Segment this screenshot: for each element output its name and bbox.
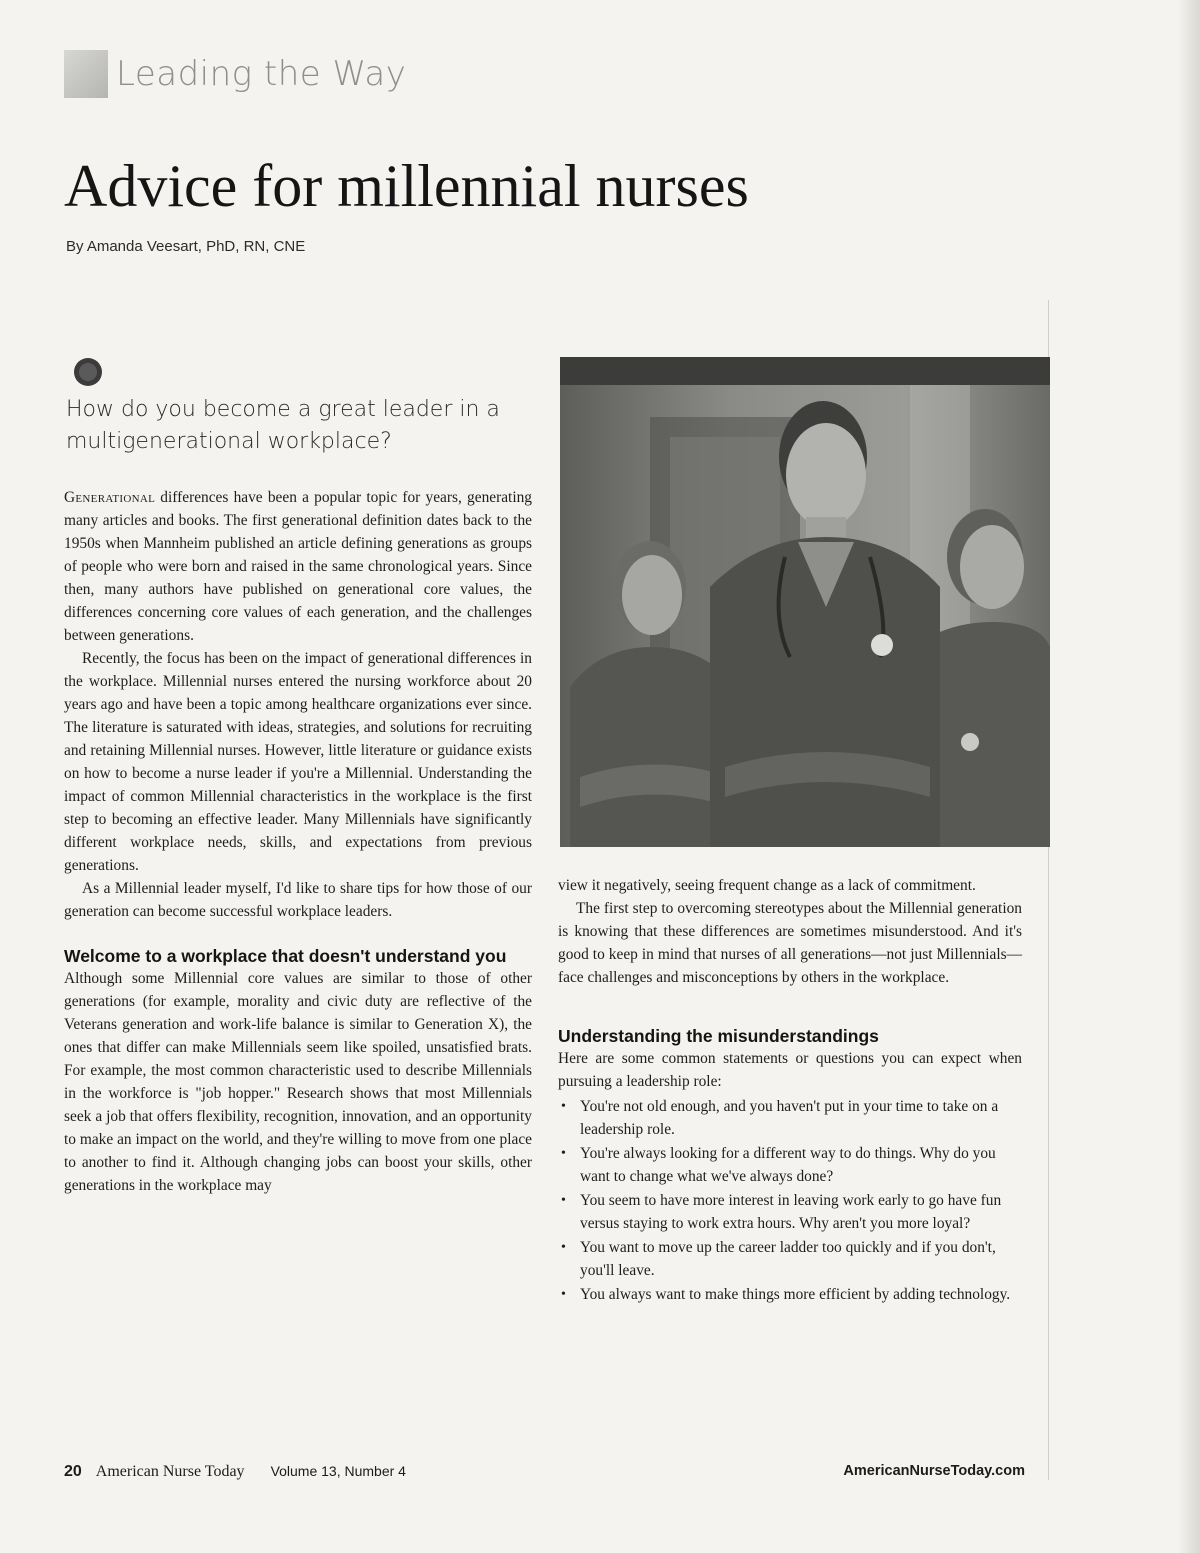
page-number: 20: [64, 1463, 82, 1480]
bullet-icon: •: [561, 1146, 566, 1161]
nurses-photo: [560, 357, 1050, 847]
right-column: [558, 874, 1022, 1307]
footer-website: AmericanNurseToday.com: [843, 1463, 1025, 1479]
bullet-icon: •: [561, 1287, 566, 1302]
nurses-photo-illustration: [560, 357, 1050, 847]
paragraph-3: As a Millennial leader myself, I'd like to share tips for how those of our generation can become successful workplace leaders.: [64, 880, 532, 920]
list-item: • You're not old enough, and you haven't put in your time to take on a leadership role.: [558, 1095, 1022, 1141]
list-item: • You always want to make things more efficient by adding technology.: [558, 1283, 1022, 1306]
subheading-misunderstandings: Understanding the misunderstandings: [558, 1026, 879, 1046]
bullet-icon: •: [561, 1193, 566, 1208]
page-edge-shadow: [1178, 0, 1200, 1553]
left-column: [64, 486, 532, 1197]
section-label: [64, 44, 406, 104]
paragraph-4: Although some Millennial core values are similar to those of other generations (for example, morality and civic duty are reflective of the Veterans generation and work-life balance is similar to Generation X), the ones that differ can make Millennials seem like spoiled, unsatisfied brats. For example, the most common characteristic used to describe Millennials in the workforce is "job hopper." Research shows that most Millennials seek a job that offers flexibility, recognition, innovation, and an opportunity to make an impact on the world, and they're willing to move from one place to another to find it. Although changing jobs can boost your skills, other generations in the workplace may: [64, 970, 532, 1194]
section-marker-icon: [64, 50, 108, 98]
paragraph-1-text: differences have been a popular topic for years, generating many articles and books. The first generational definition dates back to the 1950s when Mannheim published an article defining generations as groups of people who were born and raised in the same chronological years. Since then, many authors have published on generational core values, the differences concerning core values of each generation, and the challenges between generations.: [64, 489, 532, 644]
bullet-icon: •: [561, 1099, 566, 1114]
list-item: • You seem to have more interest in leaving work early to go have fun versus staying to work extra hours. Why aren't you more loyal?: [558, 1189, 1022, 1235]
bullet-icon: •: [561, 1240, 566, 1255]
deck-bullet-icon: [74, 358, 102, 386]
statements-list: [558, 1095, 1022, 1306]
list-item: • You're always looking for a different way to do things. Why do you want to change what we've always done?: [558, 1142, 1022, 1188]
list-item: • You want to move up the career ladder too quickly and if you don't, you'll leave.: [558, 1236, 1022, 1282]
paragraph-5: view it negatively, seeing frequent change as a lack of commitment.: [558, 877, 976, 894]
byline: By Amanda Veesart, PhD, RN, CNE: [66, 238, 306, 255]
paragraph-7: Here are some common statements or questions you can expect when pursuing a leadership role:: [558, 1050, 1022, 1090]
section-label-text: Leading the Way: [116, 54, 407, 94]
publication-name: American Nurse Today: [95, 1463, 245, 1480]
paragraph-2: Recently, the focus has been on the impact of generational differences in the workplace. Millennial nurses entered the nursing workforce about 20 years ago and have been a topic among healthcare organizations ever since. The literature is saturated with ideas, strategies, and solutions for recruiting and retaining Millennial nurses. However, little literature or guidance exists on how to become a nurse leader if you're a Millennial. Understanding the impact of common Millennial characteristics in the workplace is the first step to becoming an effective leader. Many Millennials have significantly different workplace needs, skills, and expectations from previous generations.: [64, 650, 532, 874]
subheading-welcome: Welcome to a workplace that doesn't understand you: [64, 946, 507, 966]
footer-publication-info: [64, 1463, 406, 1481]
lead-in: Generational: [64, 489, 156, 506]
paragraph-6: The first step to overcoming stereotypes about the Millennial generation is knowing that these differences are sometimes misunderstood. And it's good to keep in mind that nurses of all generations—not just Millennials—face challenges and misconceptions by others in the workplace.: [558, 900, 1022, 986]
article-title: Advice for millennial nurses: [64, 153, 749, 219]
article-deck: How do you become a great leader in a multigenerational workplace?: [66, 397, 500, 454]
paragraph-1: [64, 486, 532, 647]
volume-info: Volume 13, Number 4: [270, 1463, 406, 1479]
